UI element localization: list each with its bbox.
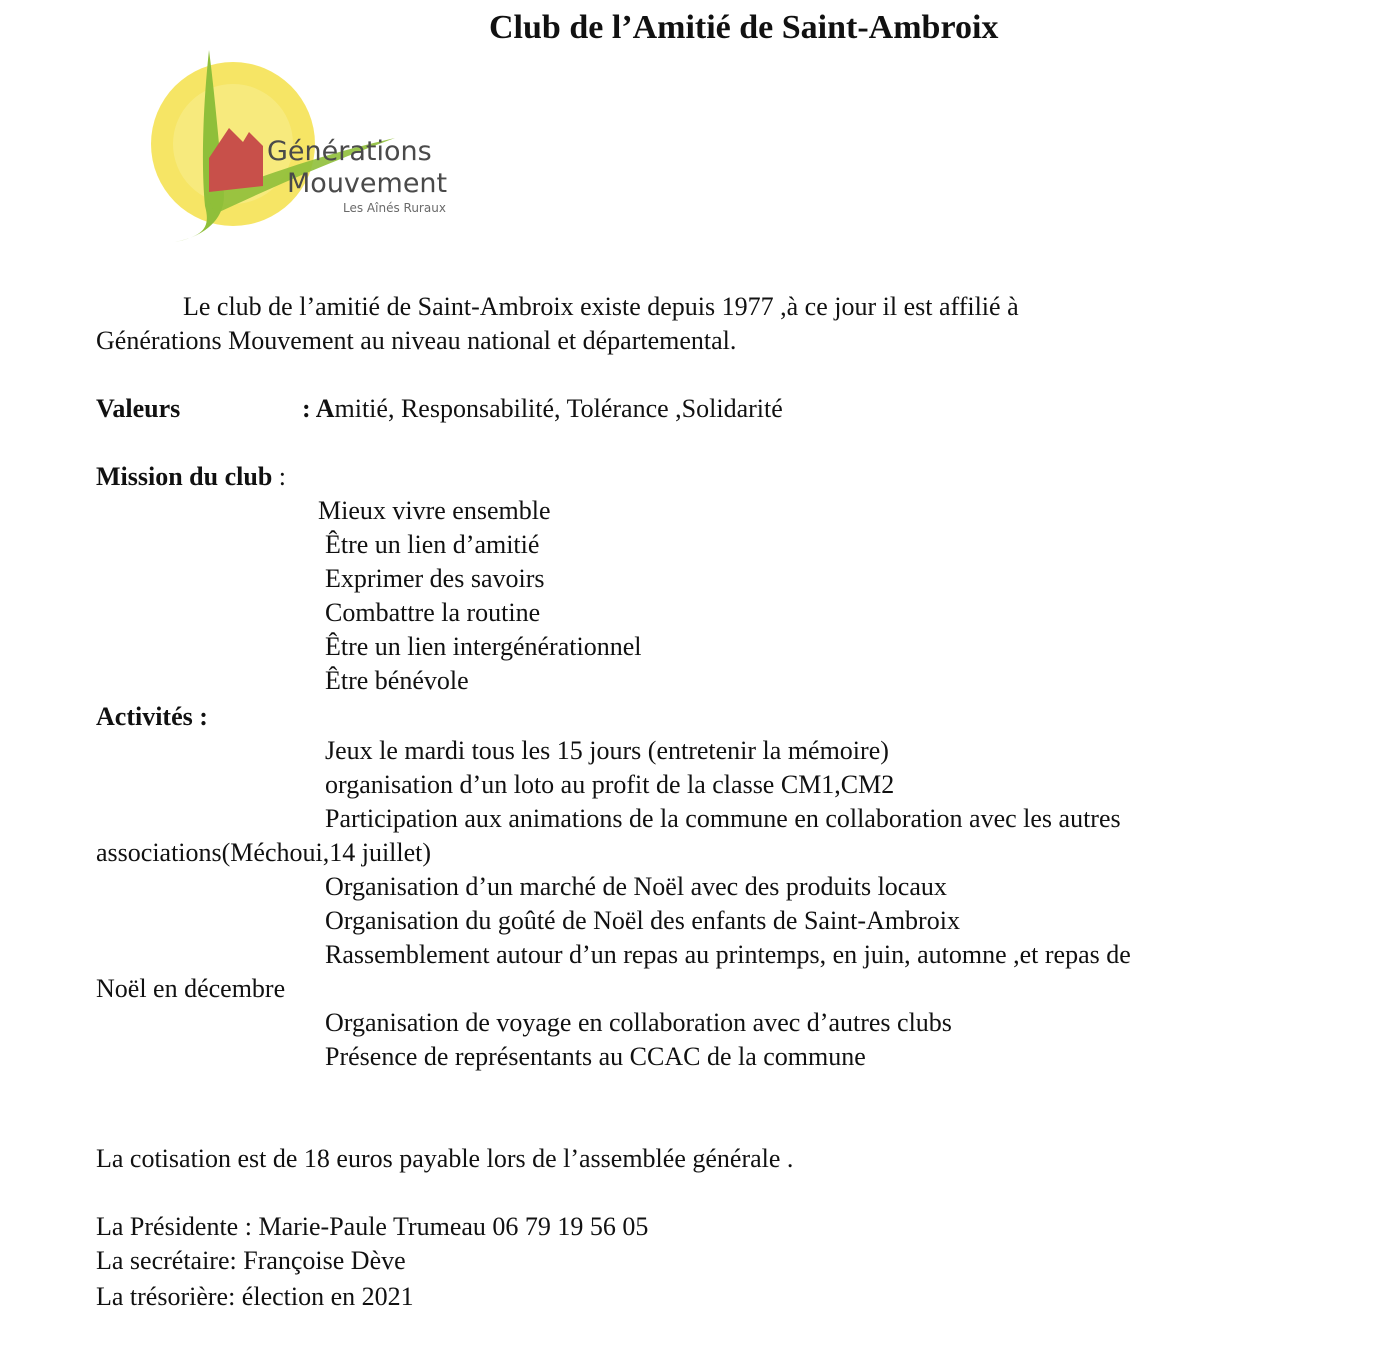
logo-text-line2: Mouvement [287,168,448,199]
activite-item: Présence de représentants au CCAC de la commune [325,1042,866,1071]
activite-item: Organisation d’un marché de Noël avec des produits locaux [325,872,947,901]
mission-item: Combattre la routine [325,598,541,627]
activite-item: Jeux le mardi tous les 15 jours (entretenir la mémoire) [325,736,889,765]
cotisation-text: La cotisation est de 18 euros payable lors de l’assemblée générale . [96,1144,794,1173]
mission-item: Mieux vivre ensemble [318,496,551,525]
logo-tagline: Les Aînés Ruraux [343,201,446,215]
activite-item-continuation: associations(Méchoui,14 juillet) [96,838,432,867]
generations-mouvement-logo [145,46,475,246]
intro-line-1: Le club de l’amitié de Saint-Ambroix existe depuis 1977 ,à ce jour il est affilié à [183,292,1019,321]
activite-item-continuation: Noël en décembre [96,974,286,1003]
mission-separator: : [272,462,287,491]
intro-line-2: Générations Mouvement au niveau national et départemental. [96,326,737,355]
activite-item: Participation aux animations de la commune en collaboration avec les autres [325,804,1121,833]
valeurs-first-letter: A [315,394,335,423]
mission-heading [96,460,286,494]
presidente-line: La Présidente : Marie-Paule Trumeau 06 79 19 56 05 [96,1212,649,1241]
activite-item: Rassemblement autour d’un repas au printemps, en juin, automne ,et repas de [325,940,1131,969]
valeurs-label: Valeurs [96,394,181,423]
mission-item: Exprimer des savoirs [325,564,545,593]
activite-item: Organisation du goûté de Noël des enfants de Saint-Ambroix [325,906,960,935]
valeurs-rest: mitié, Responsabilité, Tolérance ,Solidarité [334,394,783,423]
mission-label: Mission du club [96,462,273,491]
page-title: Club de l’Amitié de Saint-Ambroix [489,9,999,46]
valeurs-values [302,392,783,426]
logo-text-line1: Générations [267,136,432,167]
mission-item: Être un lien d’amitié [325,530,540,559]
secretaire-line: La secrétaire: Françoise Dève [96,1246,406,1275]
activite-item: organisation d’un loto au profit de la classe CM1,CM2 [325,770,895,799]
tresoriere-line: La trésorière: élection en 2021 [96,1282,414,1311]
mission-item: Être un lien intergénérationnel [325,632,642,661]
activite-item: Organisation de voyage en collaboration avec d’autres clubs [325,1008,952,1037]
activites-label: Activités : [96,702,208,731]
valeurs-separator: : [302,394,316,423]
mission-item: Être bénévole [325,666,469,695]
